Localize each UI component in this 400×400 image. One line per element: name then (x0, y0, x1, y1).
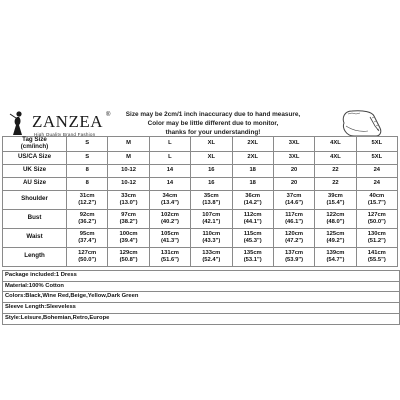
size-header-cell: S (67, 137, 108, 152)
cell-inch-value: (13.8") (202, 199, 221, 206)
cell-inch-value: (51.6") (160, 256, 179, 263)
cell-inch-value: (51.2") (367, 237, 386, 244)
table-cell: 4XL (315, 151, 356, 164)
table-cell: M (108, 151, 149, 164)
cell-cm-value: 105cm (160, 230, 179, 237)
size-header-cell: 2XL (232, 137, 273, 152)
table-cell (356, 209, 397, 228)
table-cell (315, 190, 356, 209)
cell-inch-value: (47.2") (285, 237, 304, 244)
cell-cm-value: 117cm (285, 211, 303, 218)
detail-sleeve: Sleeve Length:Sleeveless (3, 303, 399, 314)
cell-cm-value: 40cm (369, 192, 385, 199)
cell-inch-value: (15.7") (367, 199, 386, 206)
cell-cm-value: 131cm (160, 249, 179, 256)
cell-cm-value: 127cm (78, 249, 97, 256)
table-cell (149, 228, 190, 247)
registered-mark: ® (106, 112, 111, 118)
table-cell: 14 (149, 177, 190, 190)
cell-inch-value: (44.1") (243, 218, 262, 225)
table-cell (273, 247, 314, 266)
table-cell: 18 (232, 164, 273, 177)
table-cell (191, 209, 232, 228)
cell-inch-value: (36.2") (78, 218, 97, 225)
cell-cm-value: 35cm (203, 192, 219, 199)
table-cell (315, 228, 356, 247)
cell-inch-value: (15.4") (326, 199, 345, 206)
table-cell (149, 209, 190, 228)
cell-inch-value: (37.4") (78, 237, 97, 244)
table-cell (315, 209, 356, 228)
table-cell: 5XL (356, 151, 397, 164)
woman-silhouette-icon (6, 110, 28, 136)
cell-cm-value: 130cm (367, 230, 386, 237)
table-row (3, 137, 398, 152)
table-cell (191, 228, 232, 247)
cell-cm-value: 120cm (285, 230, 304, 237)
cell-inch-value: (48.0") (326, 218, 345, 225)
cell-cm-value: 125cm (326, 230, 345, 237)
table-cell: 14 (149, 164, 190, 177)
brand-tagline: High Quality Brand Fashion (34, 132, 96, 137)
cell-cm-value: 33cm (121, 192, 136, 199)
table-cell (149, 190, 190, 209)
table-cell (356, 190, 397, 209)
detail-package: Package included:1 Dress (3, 271, 399, 282)
product-details (2, 270, 400, 325)
cell-inch-value: (55.5") (367, 256, 386, 263)
table-cell: 24 (356, 164, 397, 177)
table-cell: 24 (356, 177, 397, 190)
size-chart-header (0, 92, 400, 137)
table-cell: 22 (315, 177, 356, 190)
table-cell (232, 228, 273, 247)
table-cell: 10-12 (108, 177, 149, 190)
cell-cm-value: 34cm (162, 192, 178, 199)
cell-cm-value: 100cm (119, 230, 138, 237)
cell-inch-value: (12.2") (78, 199, 97, 206)
note-line: Size may be 2cm/1 inch inaccuracy due to hand measure, (125, 111, 301, 118)
cell-inch-value: (40.2") (160, 218, 179, 225)
table-cell (149, 247, 190, 266)
cell-cm-value: 110cm (202, 230, 221, 237)
table-row (3, 164, 398, 177)
cell-inch-value: (14.2") (243, 199, 262, 206)
cell-cm-value: 139cm (326, 249, 345, 256)
cell-inch-value: (13.0") (119, 199, 138, 206)
table-cell: 8 (67, 164, 108, 177)
measurement-note (108, 110, 318, 138)
row-label-length: Length (3, 247, 67, 266)
table-row (3, 190, 398, 209)
cell-cm-value: 141cm (367, 249, 386, 256)
row-label-waist: Waist (3, 228, 67, 247)
table-cell: 8 (67, 177, 108, 190)
cell-inch-value: (50.8") (119, 256, 138, 263)
table-cell (191, 190, 232, 209)
row-label-au-size: AU Size (3, 177, 67, 190)
size-header-cell: 3XL (273, 137, 314, 152)
size-header-cell: 4XL (315, 137, 356, 152)
cell-inch-value: (52.4") (202, 256, 221, 263)
table-cell: 2XL (232, 151, 273, 164)
row-label-tag-size: Tag Size (cm/inch) (3, 137, 67, 152)
cell-inch-value: (42.1") (202, 218, 221, 225)
cell-cm-value: 39cm (328, 192, 343, 199)
table-cell (356, 228, 397, 247)
cell-inch-value: (53.9") (285, 256, 304, 263)
table-cell (191, 247, 232, 266)
size-header-cell: XL (191, 137, 232, 152)
table-cell: 16 (191, 177, 232, 190)
table-cell (315, 247, 356, 266)
table-row (3, 228, 398, 247)
table-cell: S (67, 151, 108, 164)
cell-cm-value: 37cm (286, 192, 302, 199)
table-cell: 20 (273, 177, 314, 190)
table-cell (67, 228, 108, 247)
cell-inch-value: (38.2") (119, 218, 138, 225)
table-row (3, 247, 398, 266)
size-table (2, 136, 398, 267)
table-cell: L (149, 151, 190, 164)
cell-cm-value: 97cm (121, 211, 136, 218)
cell-inch-value: (14.6") (285, 199, 304, 206)
cell-inch-value: (50.0") (367, 218, 386, 225)
row-label-bust: Bust (3, 209, 67, 228)
cell-cm-value: 129cm (119, 249, 138, 256)
cell-inch-value: (46.1") (285, 218, 304, 225)
table-cell: 3XL (273, 151, 314, 164)
cell-inch-value: (50.0") (78, 256, 97, 263)
row-label-shoulder: Shoulder (3, 190, 67, 209)
cell-cm-value: 133cm (202, 249, 221, 256)
row-label-uk-size: UK Size (3, 164, 67, 177)
cell-cm-value: 31cm (79, 192, 95, 199)
cell-inch-value: (39.4") (119, 237, 138, 244)
cell-cm-value: 137cm (285, 249, 304, 256)
cell-cm-value: 36cm (245, 192, 261, 199)
table-cell (356, 247, 397, 266)
brand-name: ZANZEA (32, 112, 103, 131)
size-header-cell: L (149, 137, 190, 152)
cell-inch-value: (53.1") (243, 256, 262, 263)
table-cell (232, 209, 273, 228)
table-cell: 20 (273, 164, 314, 177)
detail-material: Material:100% Cotton (3, 282, 399, 293)
table-row (3, 151, 398, 164)
table-cell: 16 (191, 164, 232, 177)
cell-cm-value: 115cm (243, 230, 262, 237)
cell-inch-value: (45.3") (243, 237, 262, 244)
table-row (3, 209, 398, 228)
table-cell: 18 (232, 177, 273, 190)
table-cell (232, 190, 273, 209)
note-line: thanks for your understanding! (165, 129, 261, 137)
table-cell (67, 247, 108, 266)
cell-inch-value: (49.2") (326, 237, 345, 244)
size-header-cell: M (108, 137, 149, 152)
table-cell (108, 228, 149, 247)
table-cell (67, 190, 108, 209)
cell-inch-value: (54.7") (326, 256, 345, 263)
cell-cm-value: 107cm (202, 211, 221, 218)
cell-cm-value: 102cm (160, 211, 179, 218)
cell-inch-value: (13.4") (160, 199, 179, 206)
table-cell (232, 247, 273, 266)
table-cell (67, 209, 108, 228)
table-row (3, 177, 398, 190)
table-cell (108, 247, 149, 266)
cell-cm-value: 127cm (367, 211, 386, 218)
cell-cm-value: 92cm (79, 211, 95, 218)
table-cell (108, 209, 149, 228)
cell-cm-value: 112cm (243, 211, 262, 218)
note-line: Color may be little different due to monitor, (147, 120, 279, 128)
cell-inch-value: (43.3") (202, 237, 221, 244)
table-cell: 10-12 (108, 164, 149, 177)
cell-cm-value: 95cm (79, 230, 95, 237)
table-cell (273, 190, 314, 209)
table-cell: 22 (315, 164, 356, 177)
row-label-us-ca-size: US/CA Size (3, 151, 67, 164)
table-cell: XL (191, 151, 232, 164)
detail-colors: Colors:Black,Wine Red,Beige,Yellow,Dark Green (3, 292, 399, 303)
cell-cm-value: 135cm (243, 249, 262, 256)
table-cell (108, 190, 149, 209)
cell-inch-value: (41.3") (160, 237, 179, 244)
detail-style: Style:Leisure,Bohemian,Retro,Europe (5, 314, 110, 321)
table-cell (273, 209, 314, 228)
table-cell (273, 228, 314, 247)
size-header-cell: 5XL (356, 137, 397, 152)
cell-cm-value: 122cm (326, 211, 345, 218)
